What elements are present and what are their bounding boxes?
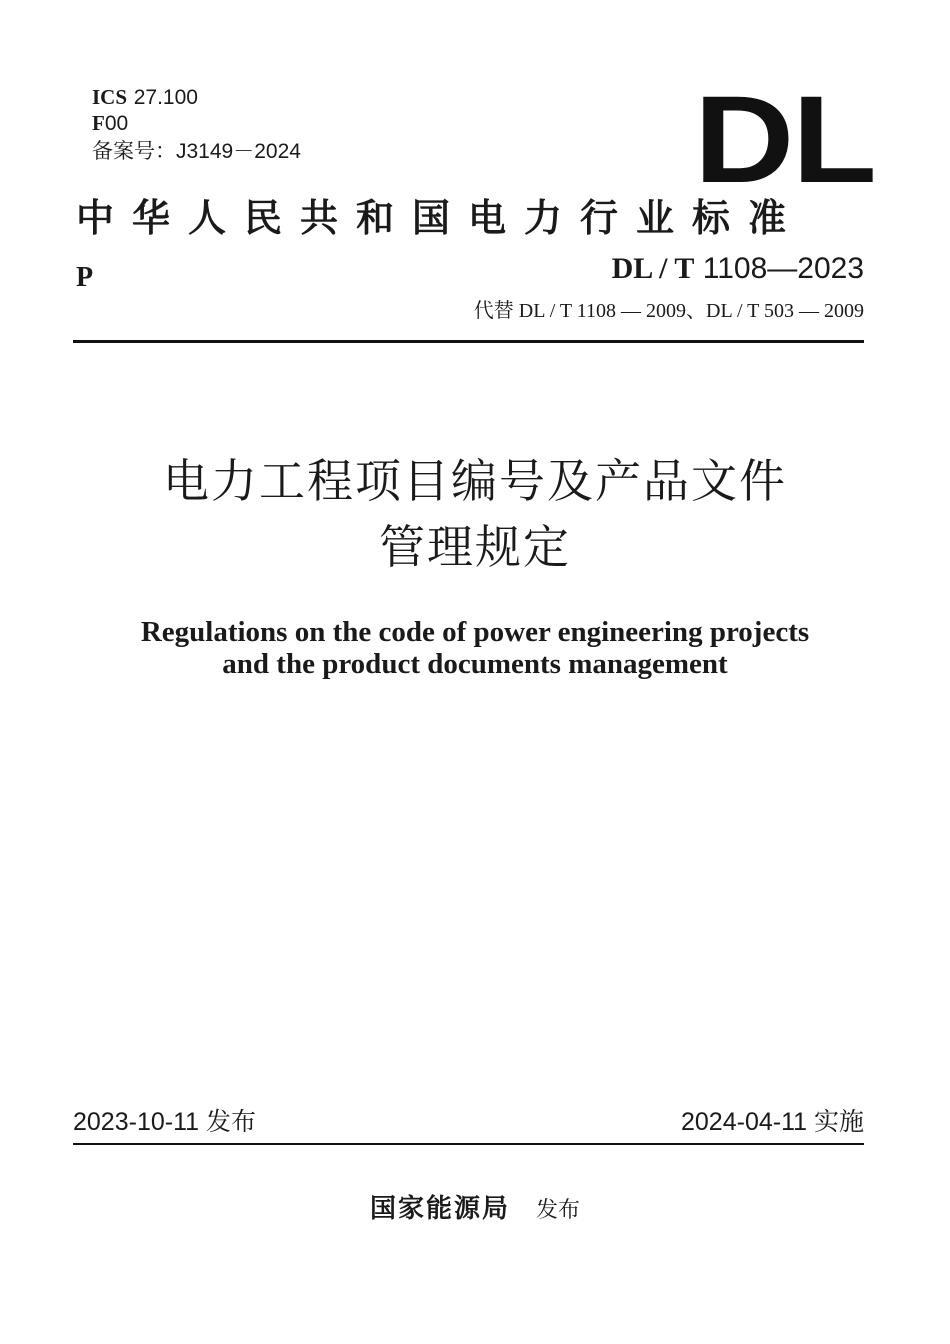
replaces-line: 代替 DL / T 1108 — 2009、DL / T 503 — 2009 [473,300,864,322]
ccs-label: F [92,111,105,135]
category-letter: P [76,262,94,293]
title-cn-line1: 电力工程项目编号及产品文件 [163,454,787,508]
effective-date: 2024-04-11 [681,1108,808,1136]
bottom-divider [73,1143,864,1145]
effective-date-line [681,1102,864,1138]
title-cn-line2: 管理规定 [379,520,571,574]
ics-label: ICS [92,85,128,109]
standard-number-value: 1108—2023 [702,252,864,285]
ics-code [92,84,198,111]
title-en-line2: and the product documents management [222,648,728,680]
ics-value: 27.100 [133,86,198,109]
effective-label: 实施 [813,1107,864,1136]
top-divider [73,340,864,343]
dl-logo: DL [694,71,875,209]
title-en-line1: Regulations on the code of power engineering projects [140,616,810,648]
filing-value: J3149－2024 [176,140,301,163]
ccs-value: 00 [104,112,129,135]
filing-number [92,138,301,165]
issue-label: 发布 [205,1107,256,1136]
issue-date-line [73,1102,256,1138]
issue-date: 2023-10-11 [73,1108,200,1136]
ccs-code [92,110,128,137]
issuer-name: 国家能源局 [369,1194,510,1224]
standard-number-prefix: DL / T [611,252,695,285]
issuer-action: 发布 [536,1198,581,1223]
standard-number [612,252,864,286]
standard-org-line: 中华人民共和国电力行业标准 [76,195,805,240]
filing-label: 备案号： [92,139,176,163]
issuer-line [0,1188,950,1225]
